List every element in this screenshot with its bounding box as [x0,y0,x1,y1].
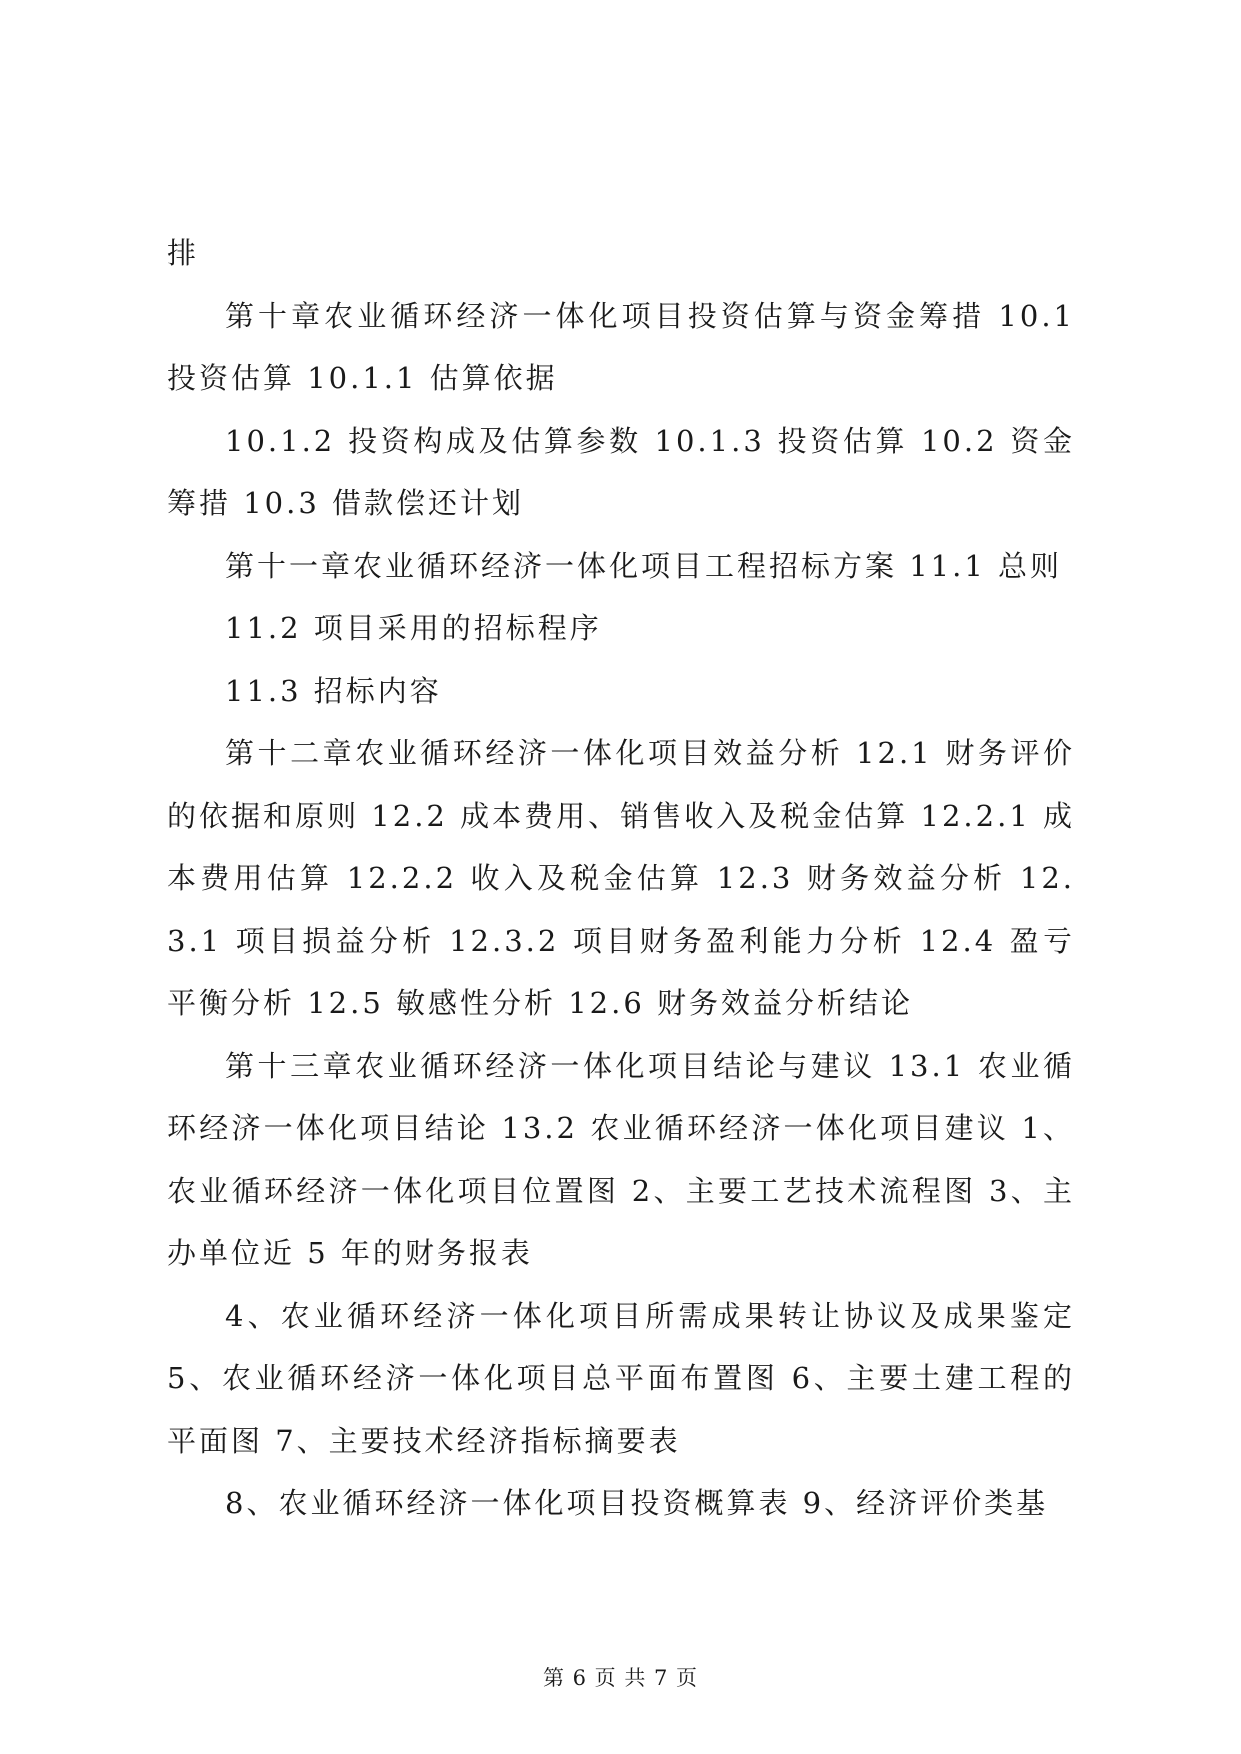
paragraph: 第十二章农业循环经济一体化项目效益分析 12.1 财务评价的依据和原则 12.2 成本费用、销售收入及税金估算 12.2.1 成本费用估算 12.2.2 收入及税金估算 12.3 财务效益分析 12.3.1 项目损益分析 12.3.2 项目财务盈利能力分析 12.4 盈亏平衡分析 12.5 敏感性分析 12.6 财务效益分析结论 [167,736,1075,1020]
paragraph: 第十一章农业循环经济一体化项目工程招标方案 11.1 总则 [225,548,1063,583]
paragraph: 第十章农业循环经济一体化项目投资估算与资金筹措 10.1 投资估算 10.1.1 估算依据 [167,298,1075,395]
paragraph: 10.1.2 投资构成及估算参数 10.1.3 投资估算 10.2 资金筹措 10.3 借款偿还计划 [167,423,1075,520]
paragraph: 11.2 项目采用的招标程序 [225,611,602,645]
page-number-footer: 第 6 页 共 7 页 [542,1666,699,1690]
paragraph: 4、农业循环经济一体化项目所需成果转让协议及成果鉴定 5、农业循环经济一体化项目总平面布置图 6、主要土建工程的平面图 7、主要技术经济指标摘要表 [167,1298,1075,1458]
paragraph: 第十三章农业循环经济一体化项目结论与建议 13.1 农业循环经济一体化项目结论 13.2 农业循环经济一体化项目建议 1、农业循环经济一体化项目位置图 2、主要工艺技术流程图 3、主办单位近 5 年的财务报表 [167,1048,1075,1270]
paragraph: 8、农业循环经济一体化项目投资概算表 9、经济评价类基 [225,1486,1049,1520]
paragraph: 11.3 招标内容 [225,673,442,708]
document-body [167,222,1075,1535]
paragraph: 排 [167,236,200,270]
